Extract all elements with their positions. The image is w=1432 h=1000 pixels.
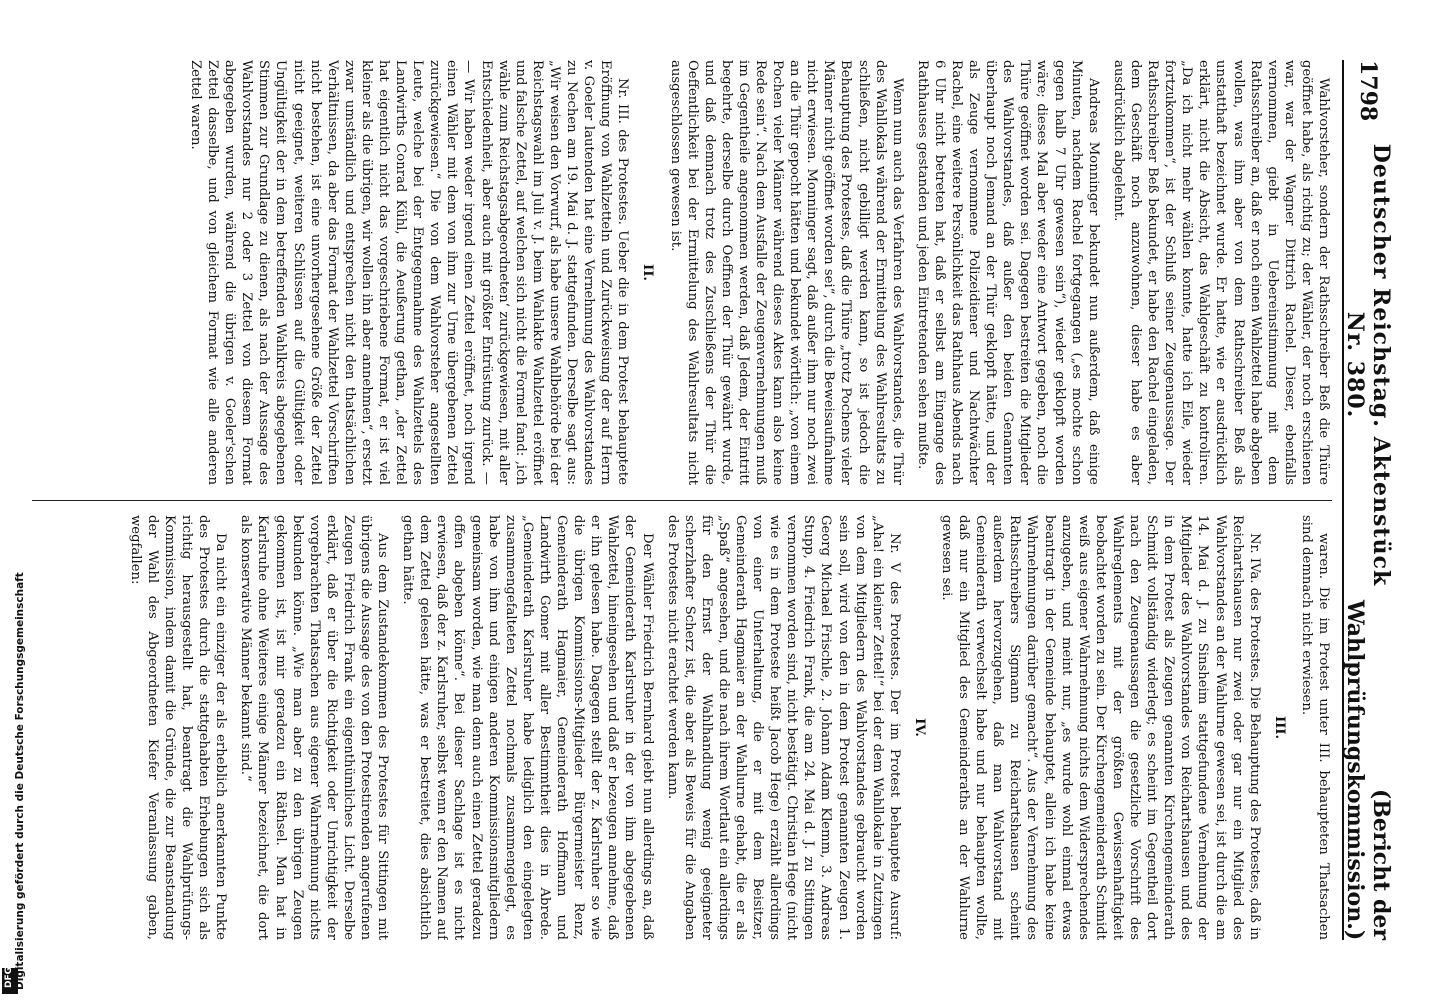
- right-column: [32, 515, 1332, 940]
- paragraph: Da nicht ein einziger der als erheblich anerkannten Punkte des Protestes durch die stattgehabten Erhebungen sich als richtig herausgestellt hat, beantragt die Wahlprüfungs-Kommission, indem damit die Gründe, die zur Beanstandung der Wahl des Abgeordneten Kiefer Veranlassung gaben, wegfallen:: [127, 515, 229, 940]
- paragraph: Nr. V des Protestes. Der im Protest behauptete Ausruf: „Aha! ein kleiner Zettel!“ bei der dem Wahllokale in Zutzingen von dem Mitgliedern des Wahlvorstandes gebraucht worden sein soll, wird von den in dem Protest genannten Zeugen 1. Georg Michael Frischle, 2. Johann Adam Klemm, 3. Andreas Stupp, 4. Friedrich Frank, die am 24. Mai d. J. zu Sittingen vernommen worden sind, nicht bestätigt. Christian Hege (nicht wie es in dem Proteste heißt Jacob Hege) erzählt allerdings von einer Unterhaltung, die er mit dem Beisitzer, Gemeinderath Hagmaier an der Wahlurne gehabt, die er als „Spaß“ angesehen, und die nach ihrem Wortlaut ein allerdings für den Ernst der Wahlhandlung wenig geeigneter scherzhafter Scherz ist, die aber als Beweis für die Angaben des Protestes nicht erachtet werden kann.: [664, 515, 902, 940]
- paragraph: waren. Die im Protest unter III. behaupteten Thatsachen sind demnach nicht erwiesen.: [1298, 515, 1331, 940]
- section-reference: (Bericht der Wahlprüfungskommission.): [1342, 600, 1394, 941]
- paragraph: Aus dem Zustandekommen des Protestes für Sittingen mit übrigens die Aussage des von den Protestirenden angerufenen Zeugen Friedrich Frank ein eigenthümliches Licht. Derselbe erklärt, daß er über die Richtigkeit oder Unrichtigkeit der vorgebrachten Thatsachen aus eigener Wahrnehmung nichts bekunden könne. „Wie man aber zu den übrigen Zeugen gekommen ist, ist mir geradezu ein Räthsel. Man hat in Karlsruhe ohne Weiteres einige Männer bezeichnet, die dort als konservative Männer bekannt sind.“: [238, 515, 391, 940]
- paragraph: Nr. III. des Protestes. Ueber die in dem Protest behauptete Eröffnung von Wahlzetteln und Zurückweisung der auf Herrn v. Goeler lautenden hat eine Vernehmung des Wahlvorstandes zu Nechen am 19. Mai d. J. stattgefunden. Derselbe sagt aus: „Wir weisen den Vorwurf, als habe unsere Wahlbehörde bei der Reichstagswahl im Juli v. J. beim Wahlakte Wahlzettel eröffnet und falsche Zettel, auf welchen sich nicht die Formel fand: ‚ich wähle zum Reichstagsabgeordneten‘ zurückgewiesen, mit aller Entschiedenheit, aber auch mit größter Entrüstung zurück. — — Wir haben weder irgend einen Zettel eröffnet, noch irgend einen Wähler mit dem von ihm zur Urne übergebenen Zettel zurückgewiesen.“ Die von dem Wahlvorsteher angestellten Leute, welche bei der Entgegennahme des Wahlzettels des Landwirths Conrad Kühl, die Aeußerung gethan, „der Zettel hat eigentlich nicht das vorgeschriebene Format, er ist viel kleiner als die übrigen, wir wollen ihn aber annehmen“, ersetzt zwar umständlich und entsprechen nicht den thatsächlichen Verhältnissen, da aber das Format der Wahlzettel Vorschriften nicht bestehen, ist eine unvorhergesehene Größe der Zettel nicht geeignet, weiteren Schlüssen auf die Gültigkeit oder Ungültigkeit der in dem betreffenden Wahlkreis abgegebenen Stimmen zur Grundlage zu dienen, als nach der Aussage des Wahlvorstandes nur 2 oder 3 Zettel von diesem Format abgegeben wurden, während die übrigen v. Goeler'schen Zettel dasselbe, und von gleichem Format wie alle anderen Zettel waren.: [188, 60, 631, 485]
- paragraph: Nr. IVa. des Protestes. Die Behauptung des Protestes, daß in Reichartshausen nur zwei oder gar nur ein Mitglied des Wahlvorstandes an der Wahlurne gewesen sei, ist durch die am 14. Mai d. J. zu Sinsheim stattgefundene Vernehmung der Mitglieder des Wahlvorstandes von Reichartshausen und des in dem Protest als Zeugen genannten Kirchengemeinderath Schmidt vollständig widerlegt; es scheint im Gegentheil dort nach den Zeugenaussagen die gesetzliche Vorschrift des Wahlreglements mit der größten Gewissenhaftigkeit beobachtet worden zu sein. Der Kirchengemeinderath Schmidt weiß aus eigener Wahrnehmung nichts dem Widersprechendes anzugeben, und meint nur, „es wurde wohl einmal etwas beantragt in der Gemeinde behauptet, allein ich habe keine Wahrnehmungen darüber gemacht“. Aus der Vernehmung des Rathsschreibers Sigmann zu Reichartshausen scheint außerdem hervorzugehen, daß man Wahlvorstand mit Gemeinderath verwechselt habe und nur behaupten wollte, daß nur ein Mitglied des Gemeinderaths an der Wahlurne gewesen sei.: [939, 515, 1262, 940]
- paragraph: Der Wähler Friedrich Bernhard giebt nun allerdings an, daß der Gemeinderath Karlsruher in der von ihm abgegebenen Wahlzettel, hineingesehen und daß er bezeugen annehme, daß er ihn gelesen habe. Dagegen stellt der z. Karlsruher so wie die übrigen Kommissions-Mitglieder Bürgermeister Renz, Gemeinderath Hagmaier, Gemeinderath Hoffmann und Landwirth Gomer mit aller Bestimmtheit dies in Abrede. „Gemeinderath Karlsruher habe lediglich den eingelegten zusammengefalteten Zettel nochmals zusammengelegt, es habe von ihm und einigen anderen Kommissionsmitgliedern gemeinsam worden, wie man denn auch einen Zettel geradezu offen abgeben könne“. Bei dieser Sachlage ist es nicht erwiesen, daß der z. Karlsruher, selbst wenn er den Namen auf dem Zettel gelesen hätte, was er bestreitet, dies absichtlich gethan hätte.: [400, 515, 655, 940]
- column-divider: [32, 500, 1332, 501]
- page-number: 1798: [1355, 60, 1381, 122]
- footer-strip: [0, 0, 26, 1000]
- page-title: Deutscher Reichstag. Aktenstück Nr. 380.: [1342, 143, 1394, 587]
- paragraph: Andreas Monninger bekundet nun außerdem, daß einige Minuten, nachdem Rachel fortgegangen („es mochte schon gegen halb 7 Uhr gewesen sein“), wieder geklopft worden wäre; dieses Mal aber weder eine Antwort gegeben, noch die Thüre geöffnet worden sei. Dagegen bestreiten die Mitglieder des Wahlvorstandes, daß außer den beiden Genannten überhaupt noch Jemand an der Thür geklopft hätte, und der als Zeuge vernommene Polizeidiener und Nachtwächter Rachel, eine weitere Persönlichkeit das Rathhaus Abends nach 6 Uhr nicht betreten hat, daß er selbst am Eingange des Rathhauses gestanden und jeden Eintretenden sehen mußte.: [914, 60, 1101, 485]
- section-heading: IV.: [911, 718, 927, 737]
- paragraph: Wenn nun auch das Verfahren des Wahlvorstandes, die Thür des Wahllokals während der Ermittelung des Wahlresultats zu schließen, nicht gebilligt werden kann, so ist jedoch die Behauptung des Protestes, daß die Thüre „trotz Pochens vieler Männer nicht geöffnet worden sei“, durch die Beweisaufnahme nicht erwiesen. Monninger sagt, daß außer ihm nur noch zwei an die Thür gepocht hätten und bekundet wörtlich: „von einem Pochen vieler Männer während dieses Aktes kann also keine Rede sein“. Nach dem Ausfalle der Zeugenvernehmungen muß im Gegentheile angenommen werden, daß Jedem, der Eintritt begehrte, derselbe durch Oeffnen der Thür gewährt wurde, und daß demnach trotz des Zuschließens der Thür die Oeffentlichkeit bei der Ermittelung des Wahlresultats nicht ausgeschlossen gewesen ist.: [667, 60, 905, 485]
- paragraph: Wahlvorsteher, sondern der Rathsschreiber Beß die Thüre geöffnet habe, als richtig zu; der Wähler, der noch erschienen war, war der Wagner Dittrich Rachel. Dieser, ebenfalls vernommen, giebt in Uebereinstimmung mit dem Rathsschreiber an, daß er noch einen Wahlzettel habe abgeben wollen, was ihm aber von dem Rathschreiber Beß als unstatthaft bezeichnet wurde. Er hatte, wie er ausdrücklich erklärt, nicht die Absicht, das Wahlgeschäft zu kontroliren. „Da ich nicht mehr wählen konnte, hatte ich Eile, wieder fortzukommen“, ist der Schluß seiner Zeugenaussage. Der Rathsschreiber Beß bekundet, er habe den Rachel eingeladen, dem Geschäft noch anzuwohnen, dieser habe es aber ausdrücklich abgelehnt.: [1110, 60, 1331, 485]
- funding-notice: Digitalisierung gefördert durch die Deutsche Forschungsgemeinschaft: [14, 572, 26, 990]
- section-heading: III.: [1271, 715, 1287, 740]
- left-column: [32, 60, 1332, 485]
- page-header: [1342, 60, 1392, 940]
- section-heading: II.: [640, 264, 656, 281]
- dfg-logo-text: DFG: [4, 966, 14, 988]
